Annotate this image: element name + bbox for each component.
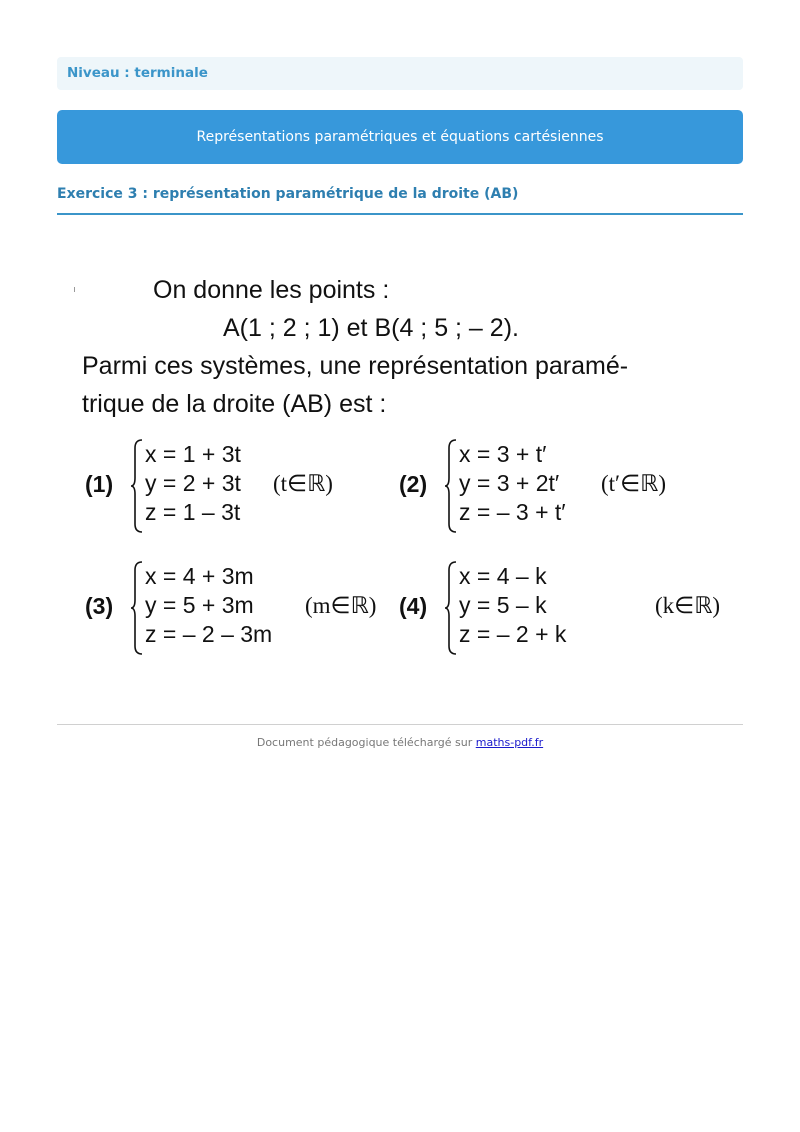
equation-z: z = 1 – 3t — [145, 499, 241, 525]
exercise-statement — [57, 262, 743, 672]
intro-line-4: trique de la droite (AB) est : — [82, 390, 387, 418]
parameter-domain: (k∈ℝ) — [655, 593, 721, 618]
left-brace-icon — [444, 560, 458, 656]
equation-list — [145, 440, 241, 527]
intro-line-3: Parmi ces systèmes, une représentation paramé- — [82, 352, 629, 380]
exercise-title: Exercice 3 : représentation paramétrique de la droite (AB) — [57, 186, 743, 215]
page-title: Représentations paramétriques et équations cartésiennes — [57, 110, 743, 164]
parameter-domain: (m∈ℝ) — [305, 593, 377, 618]
equation-y: y = 5 – k — [459, 592, 547, 618]
equation-z: z = – 3 + t′ — [459, 499, 566, 525]
equation-list — [459, 562, 566, 649]
system-label: (2) — [399, 471, 428, 497]
equation-z: z = – 2 + k — [459, 621, 567, 647]
equation-list — [459, 440, 566, 527]
equation-x: x = 4 – k — [459, 563, 547, 589]
equation-y: y = 2 + 3t — [145, 470, 241, 496]
footer-link[interactable]: maths-pdf.fr — [475, 736, 544, 749]
level-label: Niveau : terminale — [57, 57, 743, 90]
system-label: (1) — [85, 471, 114, 497]
intro-line-1: On donne les points : — [153, 276, 390, 304]
left-brace-icon — [444, 438, 458, 534]
equation-y: y = 5 + 3m — [145, 592, 254, 618]
equation-x: x = 4 + 3m — [145, 563, 254, 589]
left-brace-icon — [130, 560, 144, 656]
footer-divider — [57, 724, 743, 725]
system-3 — [85, 560, 395, 658]
parameter-domain: (t∈ℝ) — [273, 471, 333, 496]
system-4 — [399, 560, 729, 658]
system-2 — [399, 438, 729, 536]
intro-line-2: A(1 ; 2 ; 1) et B(4 ; 5 ; – 2). — [223, 314, 519, 342]
equation-x: x = 1 + 3t — [145, 441, 241, 467]
equation-x: x = 3 + t′ — [459, 441, 547, 467]
footer — [57, 736, 743, 749]
system-1 — [85, 438, 385, 536]
system-label: (4) — [399, 593, 428, 619]
equation-z: z = – 2 – 3m — [145, 621, 273, 647]
footer-text: Document pédagogique téléchargé sur — [256, 736, 476, 749]
parameter-domain: (t′∈ℝ) — [601, 471, 666, 496]
equation-y: y = 3 + 2t′ — [459, 470, 560, 496]
system-label: (3) — [85, 593, 114, 619]
scan-mark — [74, 287, 75, 292]
left-brace-icon — [130, 438, 144, 534]
equation-list — [145, 562, 272, 649]
